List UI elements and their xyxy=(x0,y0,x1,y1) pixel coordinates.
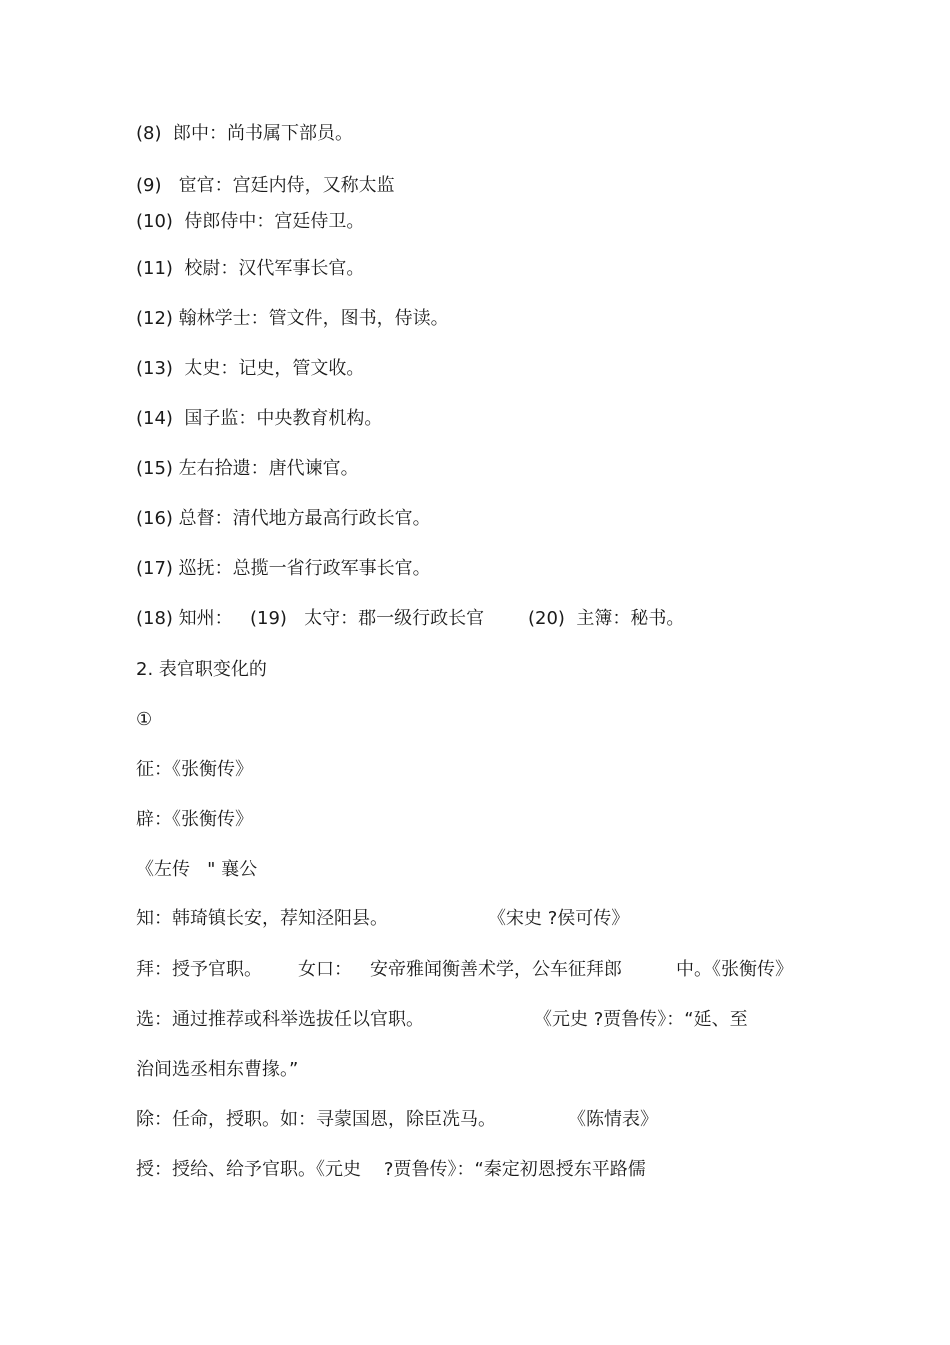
text-line-zuozhuan: 《左传 " 襄公 xyxy=(136,859,258,880)
text-line-bai-example: 安帝雅闻衡善术学，公车征拜郎 xyxy=(370,959,622,980)
text-line-bai-def: 拜：授予官职。 xyxy=(136,959,262,980)
text-line-shou: 授：授给、给予官职。《元史 ?贾鲁传》：“秦定初恩授东平路儒 xyxy=(136,1159,646,1180)
text-line-10: (10) 侍郎侍中：宫廷侍卫。 xyxy=(136,211,365,232)
text-line-zhi-source: 《宋史 ?侯可传》 xyxy=(488,908,630,929)
text-line-bai-source: 中。《张衡传》 xyxy=(676,959,793,980)
text-line-13: (13) 太史：记史，管文收。 xyxy=(136,358,365,379)
section-2-title: 2. 表官职变化的 xyxy=(136,659,267,680)
text-line-14: (14) 国子监：中央教育机构。 xyxy=(136,408,383,429)
text-line-8: (8) 郎中：尚书属下部员。 xyxy=(136,123,353,144)
text-line-20-zhubu: (20) 主簿：秘书。 xyxy=(528,608,685,629)
text-line-17: (17) 巡抚：总揽一省行政军事长官。 xyxy=(136,558,431,579)
text-line-16: (16) 总督：清代地方最高行政长官。 xyxy=(136,508,431,529)
text-line-xuan-cont: 治间选丞相东曹掾。” xyxy=(136,1059,299,1080)
text-line-9: (9) 宦官：宫廷内侍，又称太监 xyxy=(136,175,395,196)
text-line-zheng: 征：《张衡传》 xyxy=(136,759,253,780)
text-line-18-zhizhou: (18) 知州： xyxy=(136,608,233,629)
text-line-15: (15) 左右拾遗：唐代谏官。 xyxy=(136,458,359,479)
text-line-12: (12) 翰林学士：管文件，图书，侍读。 xyxy=(136,308,449,329)
text-line-11: (11) 校尉：汉代军事长官。 xyxy=(136,258,365,279)
text-line-xuan-def: 选：通过推荐或科举选拔任以官职。 xyxy=(136,1009,424,1030)
text-line-zhi-main: 知：韩琦镇长安，荐知泾阳县。 xyxy=(136,908,388,929)
text-line-xuan-source: 《元史 ?贾鲁传》：“延、至 xyxy=(534,1009,748,1030)
text-line-19-taishou: (19) 太守：郡一级行政长官 xyxy=(250,608,485,629)
text-line-bi: 辟：《张衡传》 xyxy=(136,809,253,830)
text-line-bai-example-label: 女口： xyxy=(298,959,352,980)
circled-number-one: ① xyxy=(136,709,153,730)
text-line-chu-source: 《陈情表》 xyxy=(568,1109,658,1130)
text-line-chu-def: 除：任命，授职。如：寻蒙国恩，除臣冼马。 xyxy=(136,1109,496,1130)
